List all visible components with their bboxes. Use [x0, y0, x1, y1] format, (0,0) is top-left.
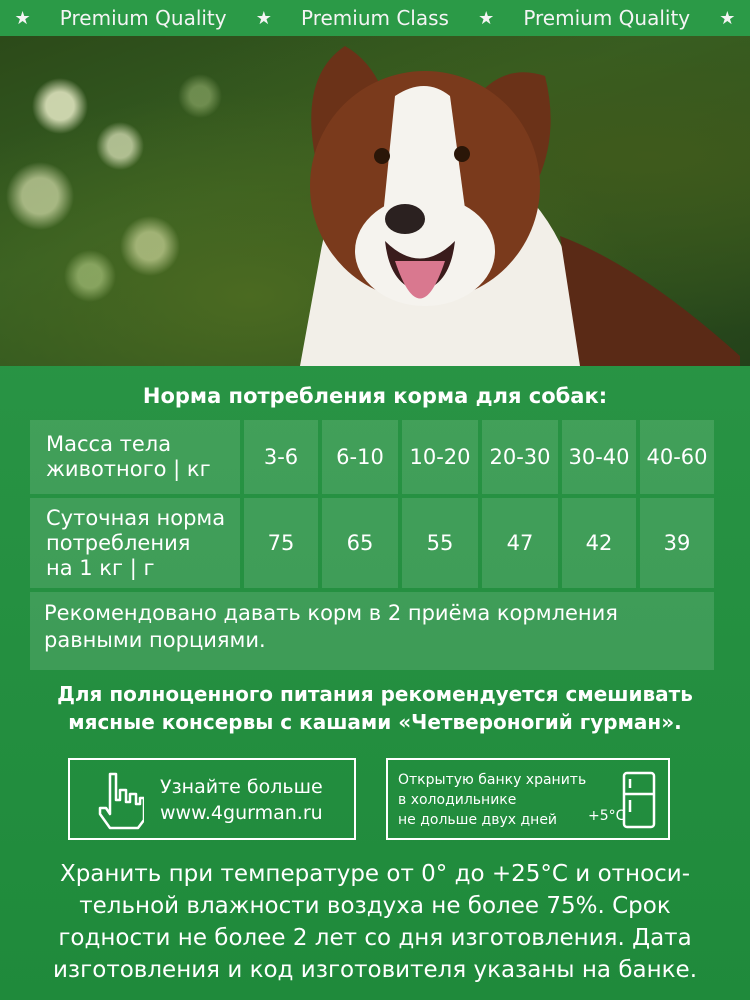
weight-cell: 40-60 [640, 420, 714, 494]
storage-line3: годности не более 2 лет со дня изготовления. Дата [58, 925, 692, 951]
feeding-title: Норма потребления корма для собак: [142, 384, 608, 408]
store-temperature: +5°C [588, 808, 626, 824]
weight-cell: 30-40 [562, 420, 636, 494]
learn-more-label: Узнайте больше [160, 776, 323, 798]
weight-cell: 3-6 [244, 420, 318, 494]
feeding-note-line1: Рекомендовано давать корм в 2 приёма кормления [44, 601, 618, 625]
banner-item-1: Premium Quality [59, 6, 227, 30]
feeding-note [30, 592, 714, 670]
store-line1: Открытую банку хранить [398, 772, 587, 788]
weight-cell: 6-10 [322, 420, 398, 494]
mix-line1: Для полноценного питания рекомендуется смешивать [57, 682, 693, 706]
star-icon: ★ [478, 7, 495, 29]
rate-cell: 39 [640, 498, 714, 588]
rate-cell: 42 [562, 498, 636, 588]
fridge-icon [620, 770, 658, 830]
weight-cell: 20-30 [482, 420, 558, 494]
feeding-table [30, 420, 714, 670]
rate-label-cell [30, 498, 240, 588]
store-line2: в холодильнике [398, 792, 517, 808]
star-icon: ★ [719, 7, 736, 29]
rate-cell: 75 [244, 498, 318, 588]
weight-cell: 10-20 [402, 420, 478, 494]
storage-line4: изготовления и код изготовителя указаны на банке. [52, 957, 698, 983]
rate-label-line3: на 1 кг | г [46, 555, 155, 580]
storage-conditions [0, 858, 750, 986]
rate-label-line2: потребления [46, 530, 191, 555]
weight-label-line2: животного | кг [46, 457, 211, 481]
feeding-note-line2: равными порциями. [44, 628, 266, 652]
mix-line2: мясные консервы с кашами «Четвероногий гурман». [68, 710, 682, 734]
weight-label-line1: Масса тела [46, 432, 172, 456]
rate-label-line1: Суточная норма [46, 505, 226, 530]
storage-box [386, 758, 670, 840]
weight-label-cell [30, 420, 240, 494]
storage-line1: Хранить при температуре от 0° до +25°C и относи- [59, 861, 691, 887]
rate-cell: 55 [402, 498, 478, 588]
store-line3: не дольше двух дней [398, 812, 558, 828]
rate-cell: 47 [482, 498, 558, 588]
banner-item-2: Premium Class [300, 6, 449, 30]
premium-banner [0, 0, 750, 36]
star-icon: ★ [14, 7, 31, 29]
storage-line2: тельной влажности воздуха не более 75%. Срок [79, 893, 671, 919]
dog-illustration [0, 36, 750, 366]
mix-recommendation [0, 680, 750, 736]
dog-photo [0, 36, 750, 366]
star-icon: ★ [255, 7, 272, 29]
banner-item-3: Premium Quality [523, 6, 691, 30]
learn-more-box[interactable] [68, 758, 356, 840]
website-link[interactable]: www.4gurman.ru [160, 802, 323, 824]
rate-cell: 65 [322, 498, 398, 588]
pointer-hand-icon [88, 770, 144, 830]
